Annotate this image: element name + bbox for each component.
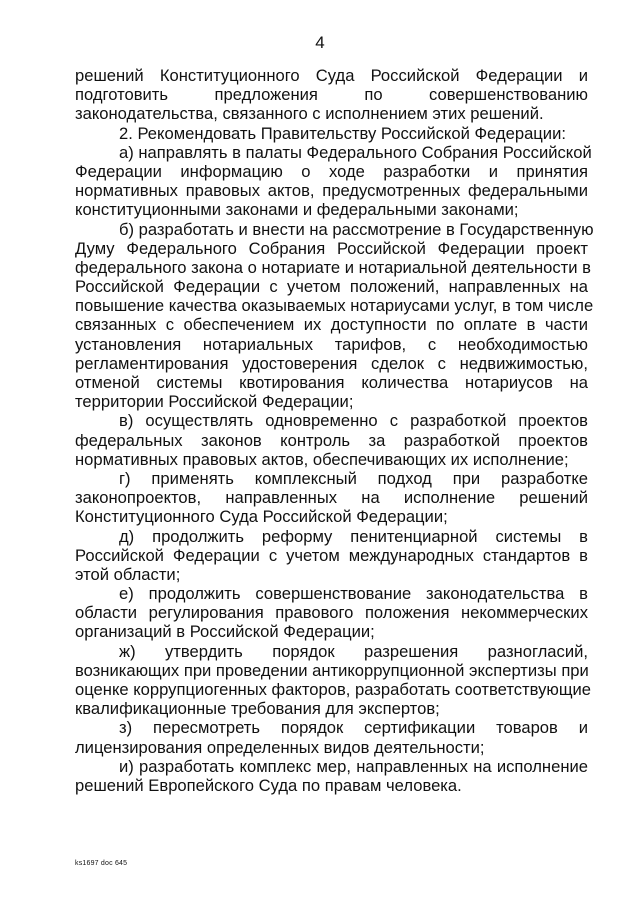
text-line: Российской Федерации с учетом международных стандартов в xyxy=(75,545,588,565)
text-line: Думу Федерального Собрания Российской Федерации проект xyxy=(75,238,588,258)
text-line: решений Европейского Суда по правам человека. xyxy=(75,775,462,795)
text-line: установления нотариальных тарифов, с необходимостью xyxy=(75,334,588,354)
text-line: д) продолжить реформу пенитенциарной системы в xyxy=(119,526,588,546)
page-number: 4 xyxy=(315,33,325,52)
text-line: Конституционного Суда Российской Федерации; xyxy=(75,507,448,527)
text-line: Российской Федерации с учетом положений, направленных на xyxy=(75,277,588,297)
text-line: федеральных законов контроль за разработкой проектов xyxy=(75,430,588,450)
text-line: возникающих при проведении антикоррупционной экспертизы при xyxy=(75,660,589,680)
text-line: повышение качества оказываемых нотариусами услуг, в том числе xyxy=(75,296,594,316)
text-line: в) осуществлять одновременно с разработкой проектов xyxy=(119,411,588,431)
text-line: Федерации информацию о ходе разработки и принятия xyxy=(75,161,588,181)
text-line: отменой системы квотирования количества нотариусов на xyxy=(75,373,588,392)
text-line: решений Конституционного Суда Российской Федерации и xyxy=(75,66,588,85)
document-body xyxy=(75,66,594,795)
text-line: б) разработать и внести на рассмотрение в Государственную xyxy=(119,219,594,239)
text-line: конституционными законами и федеральными законами; xyxy=(75,200,519,220)
text-line: федерального закона о нотариате и нотариальной деятельности в xyxy=(75,257,591,277)
text-line: лицензирования определенных видов деятельности; xyxy=(75,737,485,757)
text-line: организаций в Российской Федерации; xyxy=(75,622,375,642)
document-footer-code: ks1697 doc 645 xyxy=(75,860,128,867)
text-line: квалификационные требования для экспертов; xyxy=(75,699,440,719)
text-line: области регулирования правового положения некоммерческих xyxy=(75,603,588,623)
text-line: нормативных правовых актов, обеспечивающих их исполнение; xyxy=(75,449,569,469)
text-line: связанных с обеспечением их доступности по оплате в части xyxy=(75,315,588,335)
text-line: законопроектов, направленных на исполнение решений xyxy=(75,488,588,508)
text-line: этой области; xyxy=(75,564,181,584)
text-line: и) разработать комплекс мер, направленных на исполнение xyxy=(119,756,588,776)
text-line: ж) утвердить порядок разрешения разногласий, xyxy=(119,641,588,661)
text-line: нормативных правовых актов, предусмотренных федеральными xyxy=(75,181,588,201)
text-line: подготовить предложения по совершенствованию xyxy=(75,85,588,105)
text-line: е) продолжить совершенствование законодательства в xyxy=(119,584,588,604)
text-line: законодательства, связанного с исполнением этих решений. xyxy=(75,104,544,124)
text-line: территории Российской Федерации; xyxy=(75,392,354,412)
text-line: г) применять комплексный подход при разработке xyxy=(119,468,588,488)
text-line: регламентирования удостоверения сделок с недвижимостью, xyxy=(75,353,588,373)
text-line: 2. Рекомендовать Правительству Российской Федерации: xyxy=(119,123,566,143)
text-line: з) пересмотреть порядок сертификации товаров и xyxy=(119,718,588,738)
text-line: а) направлять в палаты Федерального Собрания Российской xyxy=(119,142,592,162)
text-line: оценке коррупциогенных факторов, разработать соответствующие xyxy=(75,680,591,699)
